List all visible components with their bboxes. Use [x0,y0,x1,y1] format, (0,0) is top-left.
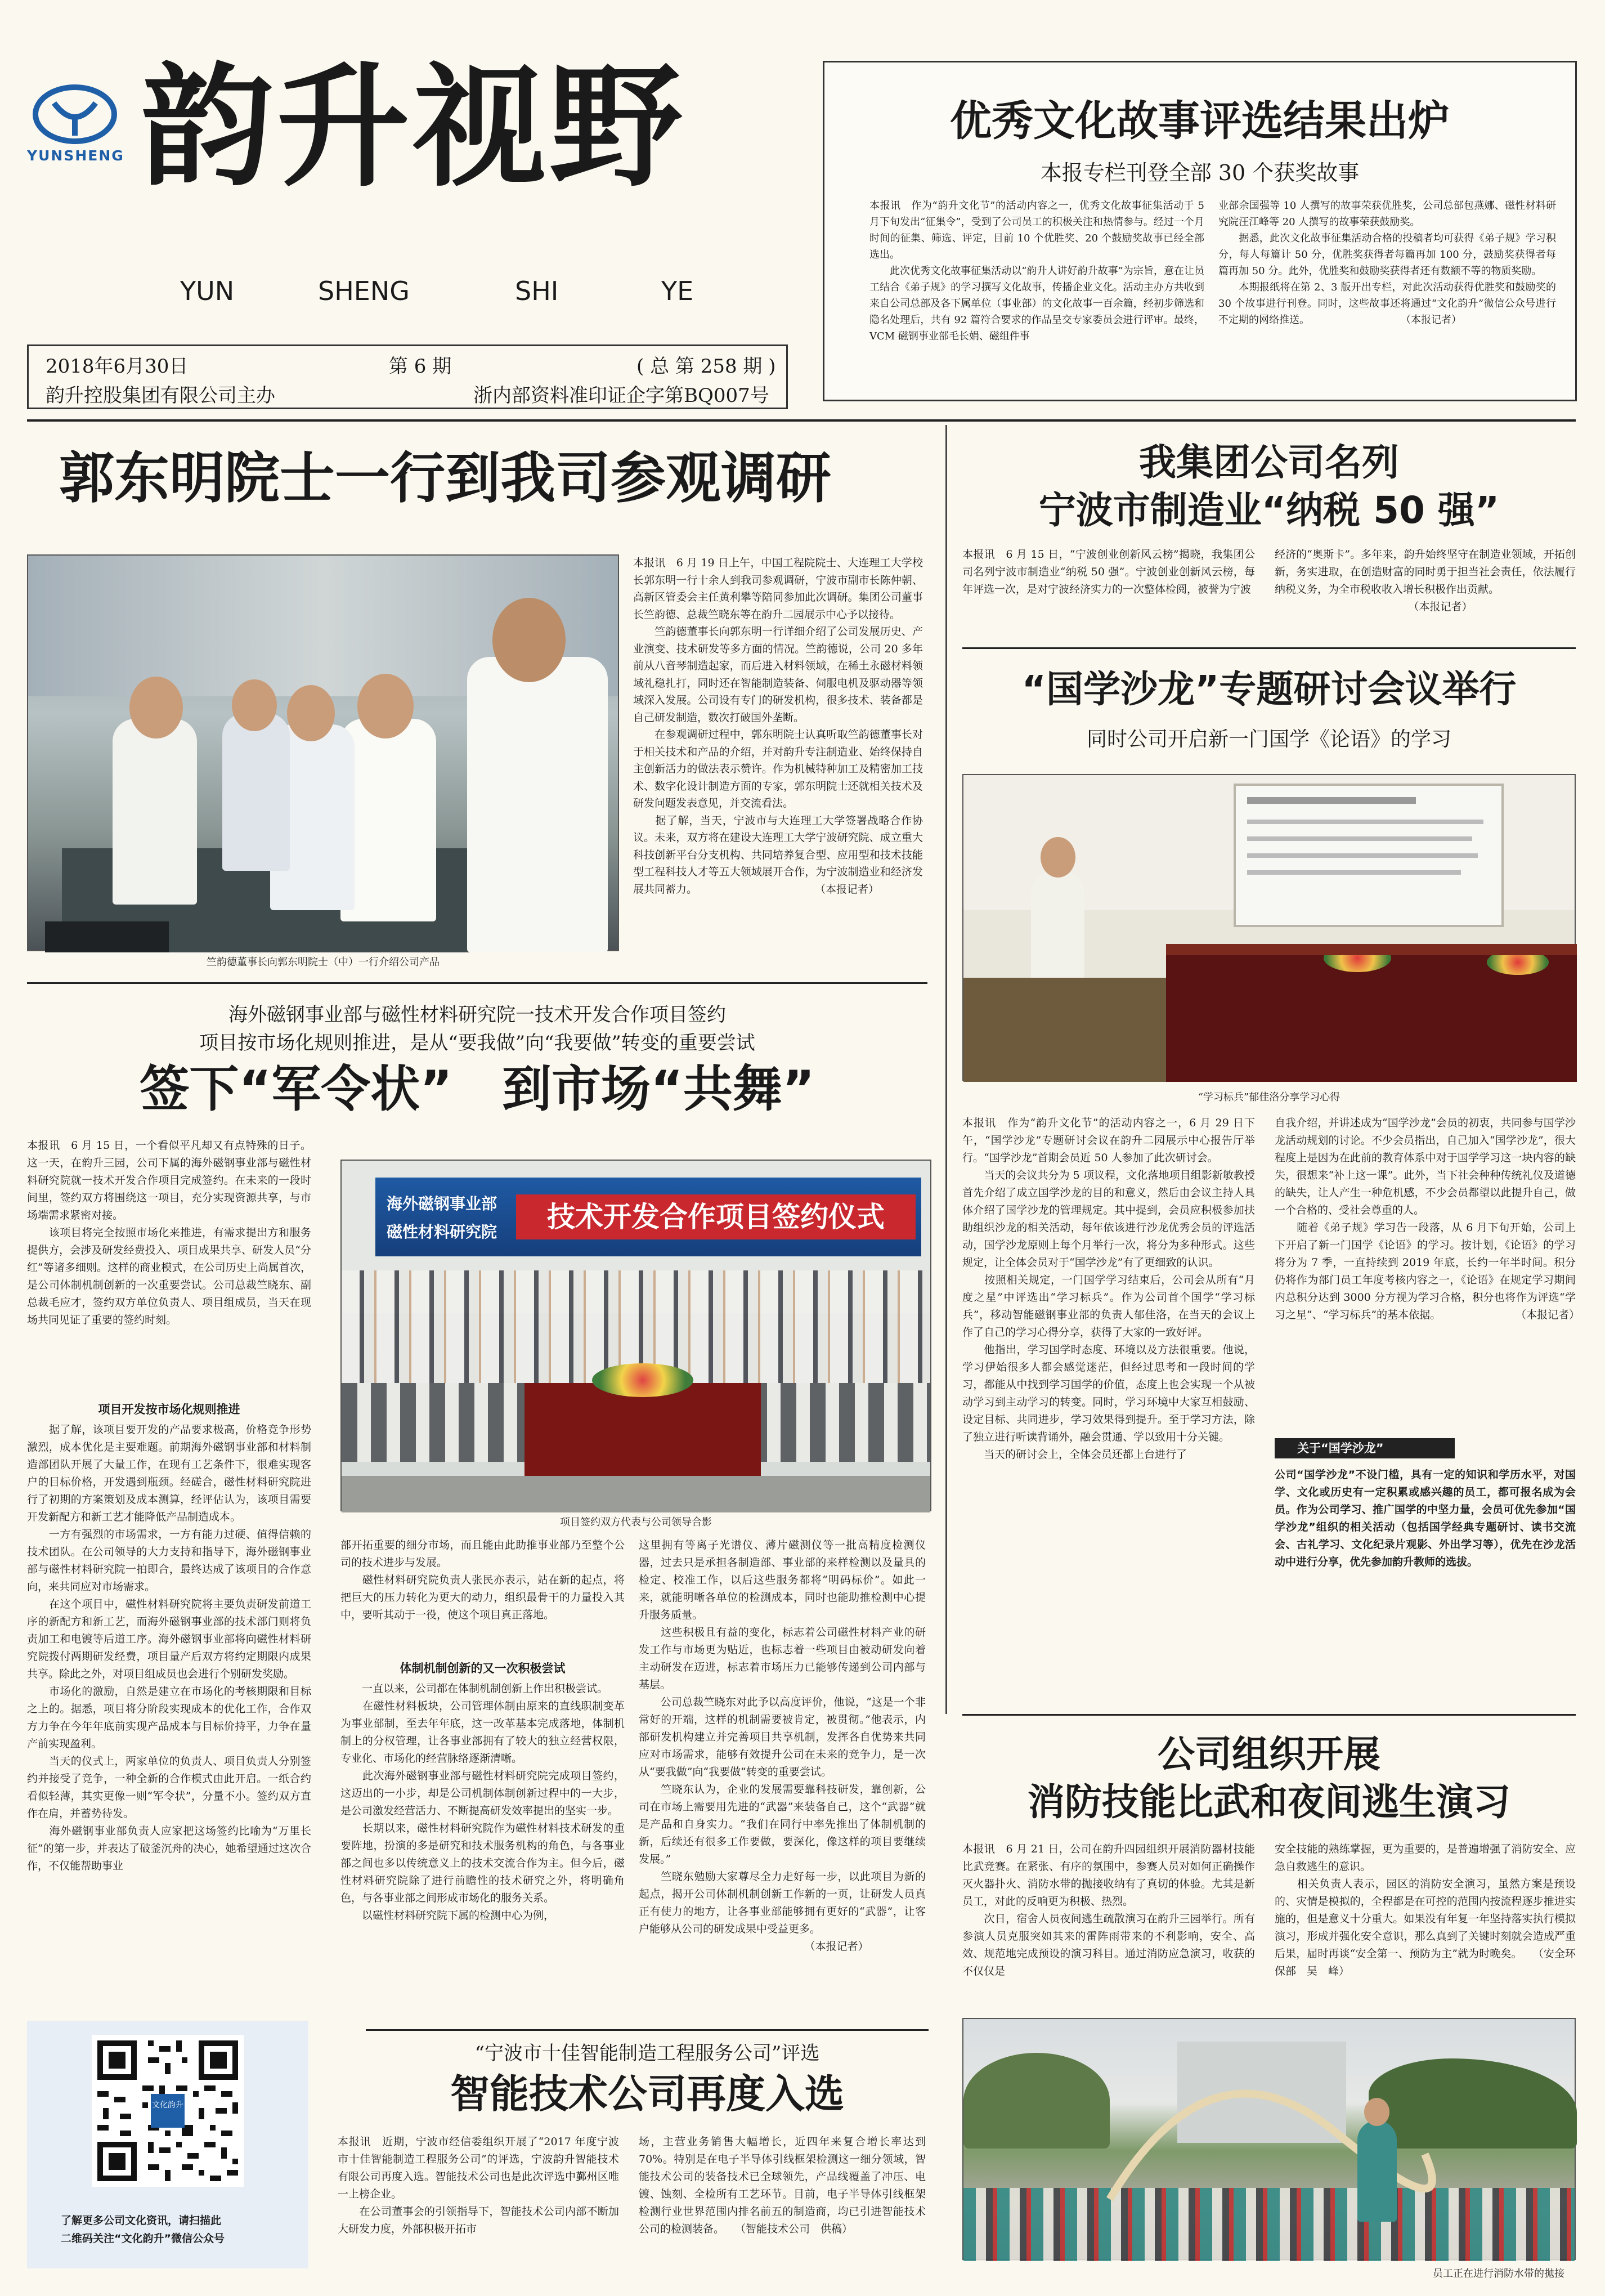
smart-pretitle: “宁波市十佳智能制造工程服务公司”评选 [474,2042,820,2065]
contract-pretitle-1: 海外磁钢事业部与磁性材料研究院一技术开发合作项目签约 [228,1004,726,1026]
divider [366,2029,929,2031]
issue-date: 2018年6月30日 [46,355,189,378]
salon-title: “国学沙龙”专题研讨会议举行 [1021,668,1517,711]
salon-info-box [1275,1438,1576,1697]
story-box [823,61,1577,401]
salon-subtitle: 同时公司开启新一门国学《论语》的学习 [1086,728,1451,751]
contract-col-3: 这里拥有等离子光谱仪、薄片磁测仪等一批高精度检测仪器，过去只是承担各制造部、事业部的来样检测以及量具的检定、校准工作，以后这些服务都将“明码标价”。如此一来，就能明晰各单位的检测成本，同时也能助推检测中心提升服务质量。 这些积极且有益的变化，标志着公司磁性材料产业的研发工作与市场更为贴近，也标志着一些项目由被动研发向着主动研发在迈进，标志着市场压力已能够传递到公司内部与基层。 公司总裁竺晓东对此予以高度评价，他说，“这是一个非常好的开端，这样的机制需要被肯定，被贯彻。”他表示，内部研发机构建立并完善项目共享机制，发挥各自优势来共同应对市场需求，能够有效提升公司在未来的竞争力，是一次从“要我做”向“我要做”转变的重要尝试。 竺晓东认为，企业的发展需要靠科技研发，靠创新，公司在市场上需要用先进的“武器”来装备自己，这个“武器”就是产品和自身实力。“我们在同行中率先推出了体制机制的新，后续还有很多工作要做，要深化，像这样的项目要继续发展。” 竺晓东勉励大家尊尽全力走好每一步，以此项目为新的起点，揭开公司体制机制创新工作新的一页，让研发人员真正有使力的地方，让各事业部能够拥有更好的“武器”，让客户能够从公司的研发成果中受益更多。 （本报记者） [639,1539,926,1953]
masthead-title: 韵升视野 [141,48,686,205]
tax-title-1: 我集团公司名列 [1139,441,1399,484]
divider [27,982,927,984]
banner-text-3: 技术开发合作项目签约仪式 [516,1194,916,1239]
contract-title: 签下“军令状” 到市场“共舞” [140,1060,815,1118]
sponsor: 韵升控股集团有限公司主办 [46,384,275,407]
banner-text-1: 海外磁钢事业部 [387,1194,497,1213]
contract-photo-caption: 项目签约双方代表与公司领导合影 [560,1516,712,1528]
fire-col-1: 本报讯 6 月 21 日，公司在韵升四园组织开展消防器材技能比武竞赛。在紧张、有序的氛围中，参赛人员对如何正确操作灭火器扑火、消防水带的抛接收纳有了真切的体验。尤其是新员工，对此的反响更为积极、热烈。 次日，宿舍人员夜间逃生疏散演习在韵升三园举行。所有参演人员克服突如其来的雷阵雨带来的不利影响，安全、高效、规范地完成预设的演习科目。通过消防应急演习，收获的不仅仅是 [962,1843,1255,1977]
story-subtitle: 本报专栏刊登全部 30 个获奖故事 [1040,160,1360,185]
fire-title-2: 消防技能比武和夜间逃生演习 [1028,1780,1510,1824]
issue-info [27,344,788,409]
pinyin-2: SHENG [318,276,410,306]
contract-col-2: 部开拓重要的细分市场，而且能由此助推事业部乃至整个公司的技术进步与发展。 磁性材料研究院负责人张民亦表示，站在新的起点，将把巨大的压力转化为更大的动力，组织最骨干的力量投入其中，要听其动于一役，使这个项目真正落地。 [340,1539,625,1621]
pinyin-3: SHI [515,276,559,306]
salon-box-text: 公司“国学沙龙”不设门槛，具有一定的知识和学历水平，对国学、文化或历史有一定积累或感兴趣的员工，都可报名成为会员。作为公司学习、推广国学的中坚力量，会员可优先参加“国学沙龙”组织的相关活动（包括国学经典专题研讨、读书交流会、古礼学习、文化纪录片观影、外出学习等），优先在沙龙活动中进行分享，优先参加韵升教师的选拔。 [1275,1469,1576,1568]
qr-code-icon [92,2035,244,2187]
contract-col-1b: 据了解，该项目要开发的产品要求极高，价格竞争形势激烈，成本优化是主要难题。前期海外磁钢事业部和材料制造部团队开展了大量工作，在现有工艺条件下，很难实现客户的目标价格，开发遇到瓶颈。经磋合，磁性材料研究院进行了初期的方案策划及成本测算，经评估认为，该项目需要开发新配方和新工艺才能降低产品制造成本。 一方有强烈的市场需求，一方有能力过硬、值得信赖的技术团队。在公司领导的大力支持和指导下，海外磁钢事业部与磁性材料研究院一拍即合，最终达成了该项目的合作意向，来共同应对市场需求。 在这个项目中，磁性材料研究院将主要负责研发前道工序的新配方和新工艺，而海外磁钢事业部的技术部门则将负责加工和电镀等后道工序。海外磁钢事业部将向磁性材料研究院拨付两期研发经费，项目量产后双方将约定期限内成果共享。除此之外，对项目组成员也会进行个别研发奖励。 市场化的激励，自然是建立在市场化的考核期限和目标之上的。据悉，项目将分阶段实现成本的优化工作，合作双方力争在今年年底前实现产品成本与目标价持平，力争在量产前实现盈利。 当天的仪式上，两家单位的负责人、项目负责人分别签约并接受了竞争，一种全新的合作模式由此开启。一纸合约看似轻薄，其实更像一则“军令状”，分量不小。签约双方直作在肩，并蓄势待发。 海外磁钢事业部负责人应家把这场签约比喻为“万里长征”的第一步，并表达了破釜沉舟的决心，她希望通过这次合作，不仅能帮助事业 [27,1424,311,1872]
logo [27,83,124,164]
story-col-2: 业部余国强等 10 人撰写的故事荣获优胜奖，公司总部包燕娜、磁性材料研究院汪江峰等 20 人撰写的故事荣获鼓励奖。 据悉，此次文化故事征集活动合格的投稿者均可获得《弟子规》学习积分，每人每篇计 50 分，优胜奖获得者每篇再加 100 分，鼓励奖获得者每篇再加 50 分。此外，优胜奖和鼓励奖获得者还有数额不等的物质奖励。 本期报纸将在第 2、3 版开出专栏，对此次活动获得优胜奖和鼓励奖的 30 个故事进行刊登。同时，这些故事还将通过“文化韵升”微信公众号进行不定期的网络推送。 （本报记者） [1218,200,1556,326]
guo-photo-caption: 竺韵德董事长向郭东明院士（中）一行介绍公司产品 [207,956,440,968]
divider [945,425,947,1714]
divider [962,647,1576,649]
pinyin-4: YE [661,276,694,306]
salon-photo-caption: “学习标兵”郁佳洛分享学习心得 [1198,1091,1341,1103]
contract-subhead-2: 体制机制创新的又一次积极尝试 [400,1662,566,1675]
smart-col-2: 场，主营业务销售大幅增长，近四年来复合增长率达到 70%。特别是在电子半导体引线框架检测这一细分领域，智能技术公司的装备技术已全球领先，产品线覆盖了冲压、电镀、蚀刻、全检所有工艺环节。目前，电子半导体引线框架检测行业世界范围内排名前五的制造商，均已引进智能技术公司的检测装备。 （智能技术公司 供稿） [639,2136,930,2235]
guo-title: 郭东明院士一行到我司参观调研 [59,446,832,511]
fire-photo [962,2018,1576,2260]
tax-title-2: 宁波市制造业“纳税 50 强” [1038,489,1500,532]
salon-col-2: 自我介绍，并讲述成为“国学沙龙”会员的初衷，共同参与国学沙龙活动规划的讨论。不少会员指出，自己加入“国学沙龙”，很大程度上是因为在此前的教育体系中对于国学学习这一块内容的缺失，很想来“补上这一课”。此外，当下社会种种传统礼仪及道德的缺失，让人产生一种危机感，不少会员都望以此提升自己，做一个合格的、受社会尊重的人。 随着《弟子规》学习告一段落，从 6 月下旬开始，公司上下开启了新一门国学《论语》的学习。按计划，《论语》的学习将分为 7 季，一直持续到 2019 年底，长约一年半时间。积分仍将作为部门员工年度考核内容之一，《论语》在规定学习期间内总积分达到 3000 分方视为学习合格，积分也将作为评选“学习之星”、“学习标兵”的基本依据。 （本报记者） [1275,1117,1580,1321]
contract-pretitle-2: 项目按市场化规则推进，是从“要我做”向“我要做”转变的重要尝试 [199,1032,755,1054]
qr-label-1: 了解更多公司文化资讯，请扫描此 [61,2214,222,2227]
salon-col-1: 本报讯 作为“韵升文化节”的活动内容之一，6 月 29 日下午，“国学沙龙”专题研讨会议在韵升二园展示中心报告厅举行。“国学沙龙”首期会员近 50 人参加了此次研讨会。 当天的会议共分为 5 项议程，文化落地项目组影新敏教授首先介绍了成立国学沙龙的目的和意义，然后由会议主持人具体介绍了国学沙龙的管理规定。其中提到，会员应积极参加扶助组织沙龙的相关活动，每年依该进行沙龙优秀会员的评选活动，国学沙龙原则上每个月举行一次，将分为多种形式。这些规定，让全体会员对于“国学沙龙”有了更细致的认识。 按照相关规定，一门国学学习结束后，公司会从所有“月度之星”中评选出“学习标兵”。作为公司首个国学“学习标兵”，移动智能磁钢事业部的负责人郁佳洛，在当天的会议上作了自己的学习心得分享，获得了大家的一致好评。 他指出，学习国学时态度、环境以及方法很重要。他说，学习伊始很多人都会感觉迷茫，但经过思考和一段时间的学习，都能从中找到学习国学的价值，态度上也会实现一个从被动学习到主动学习的转变。同时，学习环境中大家互相鼓励、设定目标、共同进步，学习效果得到提升。至于学习方法，除了独立进行听读背诵外，融会贯通、学以致用十分关键。 当天的研讨会上，全体会员还都上台进行了 [962,1117,1255,1461]
pinyin-1: YUN [180,276,235,306]
smart-col-1: 本报讯 近期，宁波市经信委组织开展了“2017 年度宁波市十佳智能制造工程服务公司”的评选，宁波韵升智能技术有限公司再度入选。智能技术公司也是此次评选中鄞州区唯一上榜企业。 在公司董事会的引领指导下，智能技术公司内部不断加大研发力度，外部积极开拓市 [338,2136,619,2235]
tax-col-1: 本报讯 6 月 15 日，“宁波创业创新风云榜”揭晓，我集团公司名列宁波市制造业“纳税 50 强”。宁波创业创新风云榜，每年评选一次，是对宁波经济实力的一次整体检阅，被誉为宁波 [962,548,1255,596]
qr-label-2: 二维码关注“文化韵升”微信公众号 [61,2232,225,2245]
yunsheng-logo-icon [27,83,123,145]
qr-box [27,2021,308,2268]
story-col-1: 本报讯 作为“韵升文化节”的活动内容之一，优秀文化故事征集活动于 5 月下旬发出“征集令”，受到了公司员工的积极关注和热情参与。经过一个月时间的征集、筛选、评定，目前 10 个优胜奖、20 个鼓励奖故事已经全部选出。 此次优秀文化故事征集活动以“韵升人讲好韵升故事”为宗旨，意在让员工结合《弟子规》的学习撰写文化故事，传播企业文化。活动主办方共收到来自公司总部及各下属单位（事业部）的文化故事一百余篇，经初步筛选和隐名处理后，共有 92 篇符合要求的作品呈交专家委员会进行评审。最终，VCM 磁钢事业部毛长娟、磁组件事 [869,200,1204,342]
guo-photo [27,554,619,951]
contract-subhead-1: 项目开发按市场化规则推进 [98,1403,240,1416]
salon-box-title: 关于“国学沙龙” [1275,1438,1455,1458]
contract-photo [340,1160,931,1511]
fire-photo-caption: 员工正在进行消防水带的拋接 [1433,2268,1564,2280]
tax-col-2: 经济的“奥斯卡”。多年来，韵升始终坚守在制造业领域，开拓创新，务实进取，在创造财富的同时勇于担当社会责任，依法履行纳税义务，为全市税收收入增长积极作出贡献。 （本报记者） [1275,548,1576,613]
divider [27,419,1576,422]
contract-col-2b: 一直以来，公司都在体制机制创新上作出积极尝试。 在磁性材料板块，公司管理体制由原来的直线职制变革为事业部制，至去年年底，这一改革基本完成落地，体制机制上的分权管理，让各事业部拥有了较大的独立经营权限，专业化、市场化的经营脉络逐渐清晰。 此次海外磁钢事业部与磁性材料研究院完成项目签约，这迈出的一小步，却是公司机制体制创新过程中的一大步，是公司激发经营活力、不断提高研发效率提出的坚实一步。 长期以来，磁性材料研究院作为磁性材料技术研发的重要阵地，扮演的多是研究和技术服务机构的角色，与各事业部之间也多以传统意义上的技术交流合作为主。但今后，磁性材料研究院除了进行前瞻性的技术研究之外，将明确角色，与各事业部之间形成市场化的服务关系。 以磁性材料研究院下属的检测中心为例， [340,1682,625,1922]
guo-body: 本报讯 6 月 19 日上午，中国工程院院士、大连理工大学校长郭东明一行十余人到我司参观调研，宁波市副市长陈仲朝、高新区管委会主任黄利攀等陪同参加此次调研。集团公司董事长竺韵德、总裁竺晓东等在韵升二园展示中心予以接待。 竺韵德董事长向郭东明一行详细介绍了公司发展历史、产业演变、技术研发等多方面的情况。竺韵德说，公司 20 多年前从八音琴制造起家，而后进入材料领域，在稀土永磁材料领域礼稳扎打，同时还在智能制造装备、伺服电机及驱动器等领域深入发展。公司设有专门的研发机构，很多技术、装备都是自己研发制造，数次打破国外垄断。 在参观调研过程中，郭东明院士认真听取竺韵德董事长对于相关技术和产品的介绍，并对韵升专注制造业、始终保持自主创新活力的做法表示赞许。作为机械特种加工及精密加工技术、数字化设计制造方面的专家，郭东明院士还就相关技术及研发问题发表意见，并交流看法。 据了解，当天，宁波市与大连理工大学签署战略合作协议。未来，双方将在建设大连理工大学宁波研究院、成立重大科技创新平台分支机构、共同培养复合型、应用型和技术技能型工程科技人才等五大领域展开合作，为宁波制造业和经济发展共同蓄力。 （本报记者） [633,557,923,896]
divider [962,1714,1576,1716]
banner-text-2: 磁性材料研究院 [387,1223,497,1241]
banner [375,1178,921,1256]
salon-photo [962,774,1576,1081]
masthead-pinyin [180,276,732,310]
contract-col-1: 本报讯 6 月 15 日，一个看似平凡却又有点特殊的日子。这一天，在韵升三园，公司下属的海外磁钢事业部与磁性材料研究院就一技术开发合作项目完成签约。在未来的一段时间里，签约双方将围绕这一项目，充分实现资源共享，与市场端需求紧密对接。 该项目将完全按照市场化来推进，有需求提出方和服务提供方，会涉及研发经费投入、项目成果共享、研发人员“分红”等诸多细则。这样的商业模式，在公司历史上尚属首次，是公司体制机制创新的一次重要尝试。公司总裁竺晓东、副总裁毛应才，签约双方单位负责人、项目组成员，当天在现场共同见证了重要的签约时刻。 [27,1139,311,1326]
fire-col-2: 安全技能的熟练掌握，更为重要的，是普遍增强了消防安全、应急自救逃生的意识。 相关负责人表示，园区的消防安全演习，虽然方案是预设的、灾情是模拟的，全程都是在可控的范围内按流程逐步推进实施的，但是意义十分重大。如果没有年复一年坚持落实执行模拟演习，形成并强化安全意识，那么真到了关键时刻就会造成严重后果，届时再谈“安全第一、预防为主”就为时晚矣。 （安全环保部 吴 峰） [1275,1843,1576,1977]
logo-text: YUNSHENG [27,147,124,164]
total-issue: ( 总 第 258 期 ) [636,355,776,378]
qr-inner-badge: 文化韵升 [151,2094,185,2128]
license: 浙内部资料准印证企字第BQ007号 [473,384,769,407]
issue-number: 第 6 期 [389,355,452,378]
fire-title-1: 公司组织开展 [1158,1733,1380,1776]
smart-title: 智能技术公司再度入选 [450,2071,844,2117]
story-title: 优秀文化故事评选结果出炉 [950,97,1450,145]
